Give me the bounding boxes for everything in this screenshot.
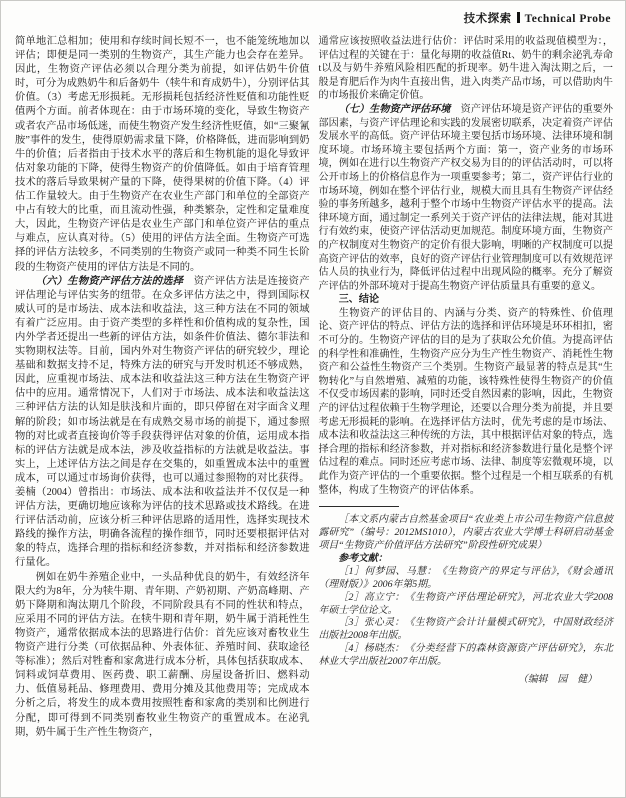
- footnote-divider: [319, 506, 399, 507]
- paragraph-dairy-example: 例如在奶牛养殖企业中，一头品种优良的奶牛，有效经济年限大约为8年，分为犊牛期、青年期、产奶初期、产奶高峰期、产奶下降期和淘汰期几个阶段，不同阶段具有不同的性状和特点，应采用不同的评估方法。在犊牛期和青年期，奶牛属于消耗性生物资产，通常依据成本法的思路进行估价：首先应该对畜牧业生物资产进行分类（可依据品种、外表体征、养殖时间、获取途径等标准）；然后对牲畜和家禽进行成本分析，具体包括获取成本、饲料或饲草费用、医药费、职工薪酬、房屋设备折旧、燃料动力、低值易耗品、修理费用、费用分摊及其他费用等；完成成本分析之后，将发生的成本费用按照牲畜和家禽的类别和比例进行分配，即可得到不同类别畜牧业生物资产的重置成本。在泌乳期，奶牛属于生产性生物资产，: [15, 571, 310, 738]
- paragraph-asset-specifics-continued: 简单地汇总相加；使用和存续时间长短不一，也不能笼统地加以评估；即便是同一类别的生物资产，其生产能力也会存在差异。因此，生物资产评估必须以合理分类为前提，如评估奶牛价值时，可分为成熟奶牛和后备奶牛（犊牛和育成奶牛），分别评估其价值。（3）考虑无形损耗。无形损耗包括经济性贬值和功能性贬值两个方面。前者体现在：由于市场环境的变化，导致生物资产或者农产品市场低迷，而使生物资产发生经济性贬值，如“三聚氰胺”事件的发生，使得原奶需求量下降，价格降低，进而影响到奶牛的价值；后者指由于技术水平的落后和生物机能的退化导致评估对象功能的下降，使得生物资产的价值降低。如由于培育管理技术的落后导致果树产量的下降，使得果树的价值下降。（4）评估工作量较大。由于生物资产在农业生产部门和单位的全部资产中占有较大的比重，而且流动性强，种类繁杂，定性和定量难度大，因此，生物资产评估是农业生产部门和单位资产评估的重点与难点，应认真对待。（5）使用的评估方法全面。生物资产可选择的评估方法较多，不同类别的生物资产或同一种类不同生长阶段的生物资产使用的评估方法是不同的。: [15, 36, 310, 273]
- paragraph-income-method-continued: 通常应该按照收益法进行估价：评估时采用的收益现值模型为：，评估过程的关键在于：量化每期的收益值Rt、奶牛的剩余泌乳寿命t以及与奶牛养殖风险相匹配的折现率。奶牛进入淘汰期之后，一般是育肥后作为肉牛直接出售，进入肉类产品市场，可以借助肉牛的市场报价来确定价值。: [318, 36, 613, 102]
- header-section-title-zh: 技术探索: [463, 13, 512, 25]
- editor-credit: （编辑 园 健）: [517, 674, 597, 686]
- section-heading-seven: （七）生物资产评估环境: [338, 103, 451, 115]
- paragraph-conclusion-body: 生物资产的评估目的、内涵与分类、资产的特殊性、价值理论、资产评估的特点、评估方法的选择和评估环境是环环相扣，密不可分的。生物资产评估的目的是为了获取公允价值。为提高评估的科学性和准确性，生物资产应分为生产性生物资产、消耗性生物资产和公益性生物资产三个类别。生物资产最显著的特点是其“生物转化”与自然增殖、减殖的功能，该特殊性使得生物资产的价值不仅受市场因素的影响，同时还受自然因素的影响，因此，生物资产的评估过程依赖于生物学理论，还要以合理分类为前提，并且要考虑无形损耗的影响。在选择评估方法时，优先考虑的是市场法、成本法和收益法这三种传统的方法，其中根据评估对象的特点，选择合理的指标和经济参数，并对指标和经济参数进行量化是整个评估过程的难点。同时还应考虑市场、法律、制度等宏微观环境，以此作为资产评估的一个重要依据。整个过程是一个相互联系的有机整体，构成了生物资产的评估体系。: [318, 307, 613, 496]
- two-column-body: [15, 35, 613, 740]
- references-heading: 参考文献：: [338, 552, 388, 564]
- reference-item: ［3］张心灵：《生物资产会计计量模式研究》，中国财政经济出版社2008年出版。: [318, 617, 613, 642]
- reference-item: ［2］高立宁：《生物资产评估理论研究》，河北农业大学2008年硕士学位论文。: [318, 591, 613, 616]
- conclusion-heading: 三、结论: [338, 294, 380, 306]
- section-heading-six: （六）生物资产评估方法的选择: [35, 275, 184, 287]
- section-six-body: 资产评估方法是连接资产评估理论与评估实务的纽带。在众多评估方法之中，得到国际权威认可的是市场法、成本法和收益法，这三种方法在不同的领域有着广泛应用。由于资产类型的多样性和价值构成的复杂性，国内外学者还提出一些新的评估方法，如条件价值法、德尔菲法和实物期权法等。目前，国内外对生物资产评估的研究较少，理论基础和数据支持不足，特殊方法的研究与开发时机还不够成熟，因此，应重视市场法、成本法和收益法这三种方法在生物资产评估中的应用。通常情况下，人们对于市场法、成本法和收益法这三种评估方法的认知是肤浅和片面的，即只停留在对字面含义理解的阶段；如市场法就是在有成熟交易市场的前提下，通过参照物的对比或者直接询价等手段获得评估对象的价值，运用成本指标的评估方法就是成本法，涉及收益指标的方法就是收益法。事实上，上述评估方法之间是存在交集的，如重置成本法中的重置成本，可以通过市场询价获得，也可以通过参照物的对比获得。姜楠（2004）曾指出：市场法、成本法和收益法并不仅仅是一种评估方法，更确切地应该称为评估的技术思路或技术路线。在进行评估活动前，应该分析三种评估思路的适用性，选择实现技术路线的操作方法，明确各流程的操作细节，同时还要根据评估对象的特点，选择合理的指标和经济参数，并对指标和经济参数进行量化。: [15, 275, 310, 569]
- header-section-title-en: Technical Probe: [524, 13, 611, 25]
- right-column: [319, 35, 614, 740]
- page-header: [15, 11, 611, 27]
- section-seven-body: 资产评估环境是资产评估的重要外部因素，与资产评估理论和实践的发展密切联系，决定着资产评估发展水平的高低。资产评估环境主要包括市场环境、法律环境和制度环境。市场环境主要包括两个方面：第一，资产业务的市场环境，例如在进行以生物资产产权交易为目的的评估活动时，可以将公开市场上的价格信息作为一项重要参考；第二，资产评估行业的市场环境，例如在整个评估行业，规模大而且具有生物资产评估经验的事务所越多，越利于整个市场中生物资产评估水平的提高。法律环境方面，通过制定一系列关于资产评估的法律法规，能对其进行有效约束，使资产评估活动更加规范。制度环境方面，生物资产的产权制度对生物资产的定价有很大影响，明晰的产权制度可以提高资产评估的效率，良好的资产评估行业管理制度可以有效规范评估人员的执业行为，降低评估过程中出现风险的概率。充分了解资产评估的外部环境对于提高生物资产评估质量具有重要的意义。: [318, 103, 614, 292]
- reference-item: ［4］杨晓杰：《分类经营下的森林资源资产评估研究》，东北林业大学出版社2007年出版。: [318, 643, 613, 668]
- paragraph-valuation-environment: [319, 103, 614, 293]
- footnote-and-references: [319, 514, 614, 687]
- paragraph-method-selection: [15, 275, 310, 571]
- reference-item: ［1］何梦园、马慧：《生物资产的界定与评估》，《财会通讯（理财版）》2006年第5期。: [318, 565, 613, 590]
- header-divider-bar: [517, 12, 520, 23]
- funding-footnote: ［本文系内蒙古自然基金项目“农业类上市公司生物资产信息披露研究”（编号：2012MS1010），内蒙古农业大学博士科研启动基金项目“生物资产价值评估方法研究”阶段性研究成果）: [318, 514, 613, 551]
- left-column: [15, 35, 310, 740]
